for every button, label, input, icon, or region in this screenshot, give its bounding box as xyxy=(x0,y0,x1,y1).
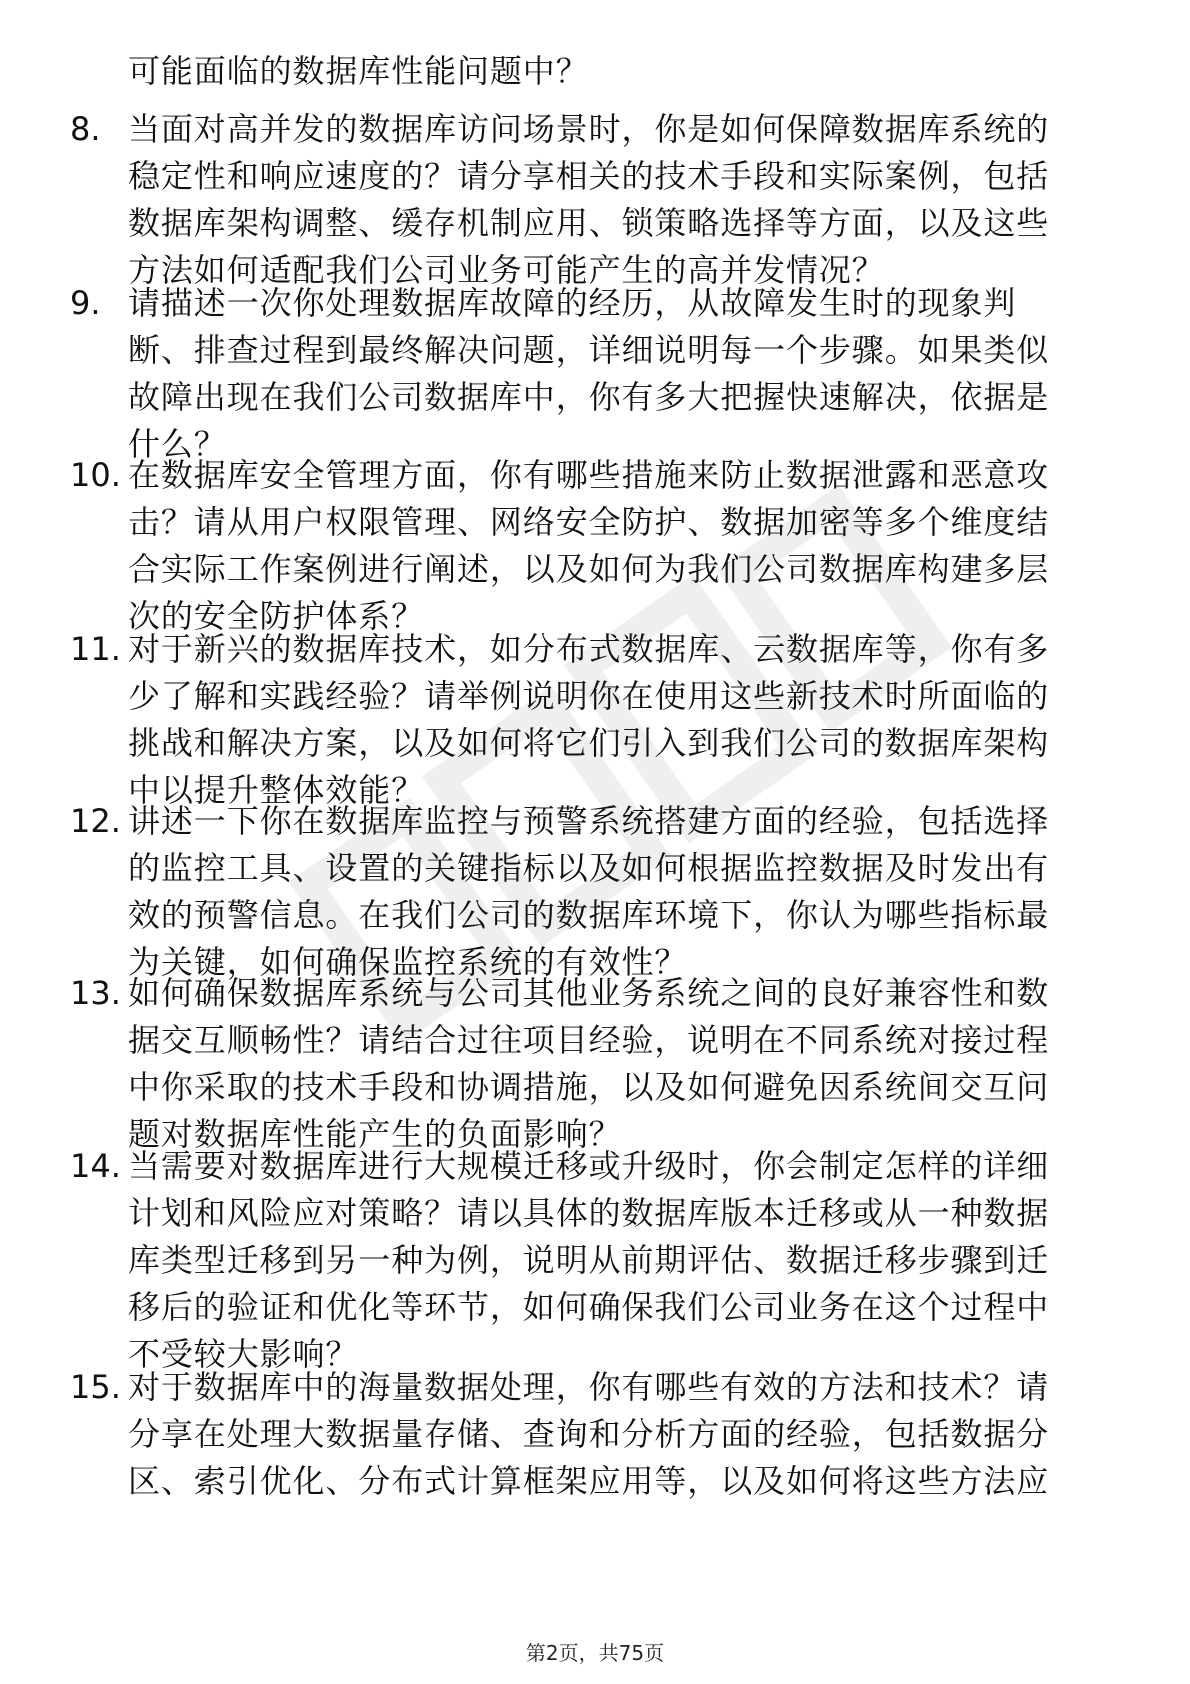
item-number: 12. xyxy=(70,802,121,840)
text-line: 挑战和解决方案，以及如何将它们引入到我们公司的数据库架构 xyxy=(128,724,1050,762)
item-number: 13. xyxy=(70,974,121,1012)
text-line: 对于新兴的数据库技术，如分布式数据库、云数据库等，你有多 xyxy=(128,630,1050,668)
text-line: 题对数据库性能产生的负面影响？ xyxy=(128,1115,622,1153)
text-line: 库类型迁移到另一种为例，说明从前期评估、数据迁移步骤到迁 xyxy=(128,1241,1050,1279)
page-number-footer: 第2页，共75页 xyxy=(525,1641,665,1665)
text-line: 中你采取的技术手段和协调措施，以及如何避免因系统间交互问 xyxy=(128,1068,1050,1106)
text-line: 中以提升整体效能？ xyxy=(128,771,425,809)
text-line: 不受较大影响？ xyxy=(128,1335,359,1373)
text-line: 数据库架构调整、缓存机制应用、锁策略选择等方面，以及这些 xyxy=(128,204,1050,242)
text-line: 计划和风险应对策略？请以具体的数据库版本迁移或从一种数据 xyxy=(128,1194,1050,1232)
text-line: 当需要对数据库进行大规模迁移或升级时，你会制定怎样的详细 xyxy=(128,1147,1050,1185)
item-number: 9. xyxy=(70,284,101,322)
question-15 xyxy=(128,1364,1113,1505)
text-line: 据交互顺畅性？请结合过往项目经验，说明在不同系统对接过程 xyxy=(128,1021,1050,1059)
text-line: 次的安全防护体系？ xyxy=(128,597,425,635)
text-line: 合实际工作案例进行阐述，以及如何为我们公司数据库构建多层 xyxy=(128,550,1050,588)
text-line: 移后的验证和优化等环节，如何确保我们公司业务在这个过程中 xyxy=(128,1288,1050,1326)
text-line: 分享在处理大数据量存储、查询和分析方面的经验，包括数据分 xyxy=(128,1415,1050,1453)
text-line: 为关键，如何确保监控系统的有效性？ xyxy=(128,943,688,981)
text-line: 可能面临的数据库性能问题中？ xyxy=(128,52,589,90)
text-line: 区、索引优化、分布式计算框架应用等，以及如何将这些方法应 xyxy=(128,1462,1050,1500)
intro-paragraph xyxy=(128,48,1113,95)
question-12 xyxy=(128,798,1113,986)
question-8 xyxy=(128,106,1113,294)
text-line: 在数据库安全管理方面，你有哪些措施来防止数据泄露和恶意攻 xyxy=(128,456,1050,494)
text-line: 对于数据库中的海量数据处理，你有哪些有效的方法和技术？请 xyxy=(128,1368,1050,1406)
text-line: 请描述一次你处理数据库故障的经历，从故障发生时的现象判 xyxy=(128,284,1017,322)
text-line: 方法如何适配我们公司业务可能产生的高并发情况？ xyxy=(128,251,885,289)
text-line: 如何确保数据库系统与公司其他业务系统之间的良好兼容性和数 xyxy=(128,974,1050,1012)
item-number: 15. xyxy=(70,1368,121,1406)
question-13 xyxy=(128,970,1113,1158)
text-line: 故障出现在我们公司数据库中，你有多大把握快速解决，依据是 xyxy=(128,378,1050,416)
text-line: 什么？ xyxy=(128,425,227,463)
text-line: 少了解和实践经验？请举例说明你在使用这些新技术时所面临的 xyxy=(128,677,1050,715)
question-9 xyxy=(128,280,1113,468)
text-line: 断、排查过程到最终解决问题，详细说明每一个步骤。如果类似 xyxy=(128,331,1050,369)
item-number: 8. xyxy=(70,110,101,148)
text-line: 效的预警信息。在我们公司的数据库环境下，你认为哪些指标最 xyxy=(128,896,1050,934)
text-line: 击？请从用户权限管理、网络安全防护、数据加密等多个维度结 xyxy=(128,503,1050,541)
text-line: 稳定性和响应速度的？请分享相关的技术手段和实际案例，包括 xyxy=(128,157,1050,195)
question-10 xyxy=(128,452,1113,640)
question-14 xyxy=(128,1143,1113,1378)
question-11 xyxy=(128,626,1113,814)
text-line: 当面对高并发的数据库访问场景时，你是如何保障数据库系统的 xyxy=(128,110,1050,148)
item-number: 14. xyxy=(70,1147,121,1185)
item-number: 11. xyxy=(70,630,121,668)
item-number: 10. xyxy=(70,456,121,494)
text-line: 讲述一下你在数据库监控与预警系统搭建方面的经验，包括选择 xyxy=(128,802,1050,840)
text-line: 的监控工具、设置的关键指标以及如何根据监控数据及时发出有 xyxy=(128,849,1050,887)
